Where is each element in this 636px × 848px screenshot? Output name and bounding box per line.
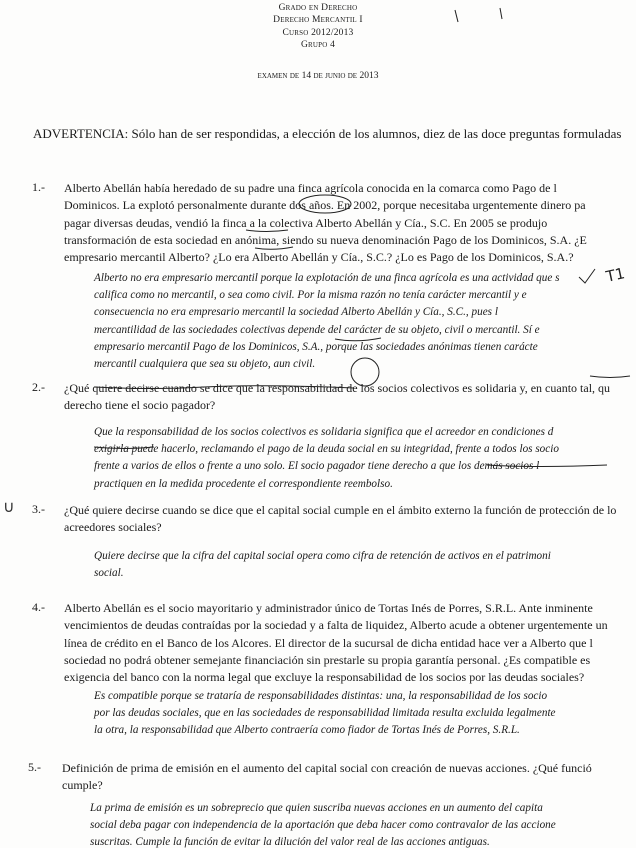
question-line: empresario mercantil Alberto? ¿Lo era Alberto Abellán y Cía., S.C.? ¿Lo es Pago de los Dominicos, S.A.? <box>64 250 574 265</box>
header-academic-year: Curso 2012/2013 <box>282 27 354 38</box>
header-course-name: Derecho Mercantil I <box>273 15 363 26</box>
answer-line: Es compatible porque se trataría de responsabilidades distintas: una, la responsabilidad de los socio <box>94 690 548 702</box>
question-line: Alberto Abellán había heredado de su padre una finca agrícola conocida en la comarca como Pago de l <box>64 181 557 195</box>
header-group: Grupo 4 <box>300 39 336 50</box>
question-line: ¿Qué quiere decirse cuando se dice que la responsabilidad de los socios colectivos es solidaria y, en cuanto tal, qu <box>64 381 611 395</box>
question-line: Definición de prima de emisión en el aumento del capital social con creación de nuevas acciones. ¿Qué funció <box>62 761 592 775</box>
answer-line: empresario mercantil Pago de los Dominicos, S.A., porque las sociedades anónimas tienen carácte <box>94 340 538 353</box>
answer-line: consecuencia no era empresario mercantil la sociedad Alberto Abellán y Cía., S.C., pues l <box>94 306 498 319</box>
answer-3-text <box>94 548 551 582</box>
answer-line: Quiere decirse que la cifra del capital social opera como cifra de retención de activos en el patrimoni <box>94 550 551 562</box>
answer-line: mercantil cualquiera que sea su objeto, aun civil. <box>94 358 316 371</box>
answer-line: califica como no mercantil, o sea como civil. Por la misma razón no tenía carácter mercantil y e <box>94 289 527 302</box>
header-degree: Grado en Derecho <box>278 3 358 13</box>
answer-line: La prima de emisión es un sobreprecio que quien suscriba nuevas acciones en un aumento del capita <box>90 802 543 814</box>
question-line: derecho tiene el socio pagador? <box>64 398 216 413</box>
question-5-text <box>62 760 592 795</box>
pen-underline <box>590 376 630 378</box>
question-5-number: 5.- <box>28 760 41 774</box>
answer-line: practiquen en la medida procedente el correspondiente reembolso. <box>94 477 393 490</box>
answer-line: mercantilidad de las sociedades colectivas depende del carácter de su objeto, civil o mercantil. Sí e <box>94 323 540 336</box>
answer-line: por las deudas sociales, que en las sociedades de responsabilidad limitada resulta excluida legalmente <box>94 707 556 720</box>
question-4-text <box>64 600 608 686</box>
exam-warning: ADVERTENCIA: Sólo han de ser respondidas, a elección de los alumnos, diez de las doce preguntas formuladas <box>33 126 622 141</box>
question-2-text <box>64 380 610 415</box>
answer-line: suscritas. Cumple la función de evitar la dilución del valor real de las acciones antiguas. <box>90 836 490 848</box>
answer-5-text <box>90 800 556 848</box>
question-line: vencimientos de deudas contraídas por la sociedad y a falta de liquidez, Alberto acude a obtener urgentemente un <box>64 618 608 633</box>
exam-header <box>0 2 636 51</box>
question-line: Dominicos. La explotó personalmente durante dos años. En 2002, porque necesitaba urgentemente dinero pa <box>64 198 586 213</box>
answer-line: social. <box>94 567 124 580</box>
question-line: cumple? <box>62 778 103 793</box>
handwritten-note: T1 <box>604 264 627 286</box>
question-3-number: 3.- <box>32 502 45 516</box>
question-line: acreedores sociales? <box>64 520 162 535</box>
question-line: ¿Qué quiere decirse cuando se dice que el capital social cumple en el ámbito externo la función de protección de lo <box>64 503 617 517</box>
answer-line: Que la responsabilidad de los socios colectivos es solidaria significa que el acreedor en condiciones d <box>94 426 554 438</box>
answer-2-text <box>94 424 559 493</box>
question-4-number: 4.- <box>32 600 45 614</box>
answer-line: exigirla puede hacerlo, reclamando el pago de la deuda social en su integridad, frente a todos los socio <box>94 443 559 456</box>
answer-line: Alberto no era empresario mercantil porque la explotación de una finca agrícola es una actividad que s <box>94 272 560 284</box>
question-3-text <box>64 502 616 537</box>
question-line: exigencia del banco con la norma legal que excluye la responsabilidad de los socios por las deudas sociales? <box>64 670 585 685</box>
answer-line: frente a varios de ellos o frente a uno solo. El socio pagador tiene derecho a que los demás socios l <box>94 460 540 473</box>
question-line: sociedad no podrá obtener semejante financiación sin prestarle su propia garantía personal. ¿Es compatible es <box>64 652 591 667</box>
question-line: pagar diversas deudas, vendió la finca a la colectiva Alberto Abellán y Cía., S.C. En 2005 se produjo <box>64 215 548 230</box>
answer-line: social deba pagar con independencia de la aportación que deba hacer como contravalor de las accione <box>90 819 556 832</box>
question-line: línea de crédito en el Banco de los Alcores. El director de la sucursal de dicha entidad hace ver a Alberto que l <box>64 635 593 650</box>
answer-4-text <box>94 688 556 740</box>
exam-date: examen de 14 de junio de 2013 <box>257 71 379 81</box>
question-2-number: 2.- <box>32 380 45 394</box>
question-1-text <box>64 180 587 266</box>
answer-1-text <box>94 270 559 373</box>
question-line: transformación de esta sociedad en anónima, siendo su nueva denominación Pago de los Dominicos, S.A. ¿E <box>64 232 587 247</box>
pen-tick <box>579 269 595 283</box>
question-1-number: 1.- <box>32 180 45 194</box>
question-line: Alberto Abellán es el socio mayoritario y administrador único de Tortas Inés de Porres, S.R.L. Ante inminente <box>64 601 593 615</box>
margin-mark: ∪ <box>3 497 15 516</box>
answer-line: la otra, la responsabilidad que Alberto contraería como fiador de Tortas Inés de Porres, S.R.L. <box>94 724 520 737</box>
